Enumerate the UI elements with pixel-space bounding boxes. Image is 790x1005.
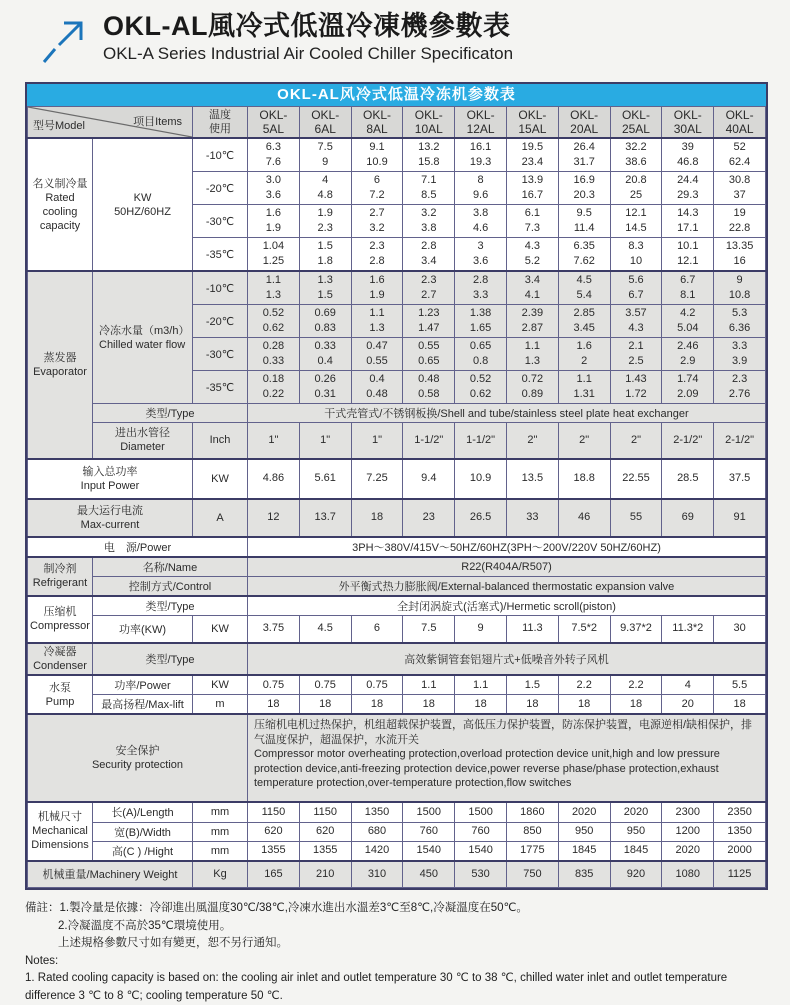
temp-cell: -35℃ (193, 238, 248, 272)
value-cell: 1860 (506, 802, 558, 822)
value-cell: 3.57 4.3 (610, 305, 662, 338)
refrigerant-control-row (28, 576, 766, 596)
value-cell: 55 (610, 499, 662, 537)
compressor-power-label: 功率(KW) (93, 615, 193, 643)
note-line-1: 備註：1.製冷量是依據：冷卻進出風溫度30℃/38℃,冷凍水進出水溫差3℃至8℃,冷凝溫度在50℃。 (25, 902, 528, 914)
value-cell: 39 46.8 (662, 138, 714, 172)
value-cell: 18 (455, 695, 507, 715)
value-cell: 1775 (506, 841, 558, 861)
mechanical-section-label: 机械尺寸 Mechanical Dimensions (28, 802, 93, 861)
value-cell: 2.8 3.4 (403, 238, 455, 272)
width-label: 宽(B)/Width (93, 822, 193, 841)
value-cell: 2" (506, 423, 558, 459)
chilled-water-flow-label: 冷冻水量（m3/h） Chilled water flow (93, 271, 193, 404)
value-cell: 1540 (403, 841, 455, 861)
input-power-unit: KW (193, 459, 248, 499)
temp-cell: -20℃ (193, 172, 248, 205)
value-cell: 1540 (455, 841, 507, 861)
value-cell: 12 (248, 499, 300, 537)
value-cell: 2.2 (558, 675, 610, 695)
value-cell: 24.4 29.3 (662, 172, 714, 205)
value-cell: 760 (403, 822, 455, 841)
rated-unit-label: KW 50HZ/60HZ (93, 138, 193, 271)
page-subtitle: OKL-A Series Industrial Air Cooled Chiller Specificaton (103, 44, 514, 63)
refrigerant-control-value: 外平衡式热力膨胀阀/External-balanced thermostatic expansion valve (248, 576, 766, 596)
value-cell: 2350 (714, 802, 766, 822)
value-cell: OKL- 5AL (248, 107, 300, 139)
value-cell: 4.86 (248, 459, 300, 499)
value-cell: 1.04 1.25 (248, 238, 300, 272)
temp-cell: -20℃ (193, 305, 248, 338)
value-cell: 1-1/2" (403, 423, 455, 459)
value-cell: 46 (558, 499, 610, 537)
temp-usage-header: 温度 使用 (193, 107, 248, 139)
value-cell: 165 (248, 861, 300, 888)
value-cell: 11.3 (506, 615, 558, 643)
value-cell: 0.75 (351, 675, 403, 695)
value-cell: 1355 (248, 841, 300, 861)
compressor-section-label: 压缩机 Compressor (28, 596, 93, 644)
temp-cell: -10℃ (193, 138, 248, 172)
corner-cell (28, 107, 193, 139)
value-cell: 2020 (558, 802, 610, 822)
value-cell: 13.35 16 (714, 238, 766, 272)
value-cell: 4 (662, 675, 714, 695)
value-cell: 450 (403, 861, 455, 888)
value-cell: 10.9 (455, 459, 507, 499)
value-cell: 2" (610, 423, 662, 459)
value-cell: 1845 (610, 841, 662, 861)
value-cell: 20 (662, 695, 714, 715)
corner-model-label: 型号Model (33, 120, 85, 132)
value-cell: 2020 (610, 802, 662, 822)
page-title: OKL-AL風冷式低溫冷凍機參數表 (103, 11, 511, 41)
value-cell: 9.1 10.9 (351, 138, 403, 172)
note-line-2: 2.冷凝溫度不高於35℃環境使用。 (58, 919, 232, 932)
value-cell: 1.6 1.9 (351, 271, 403, 305)
value-cell: 0.75 (248, 675, 300, 695)
value-cell: 3.8 4.6 (455, 205, 507, 238)
value-cell: 0.47 0.55 (351, 338, 403, 371)
temp-cell: -30℃ (193, 205, 248, 238)
value-cell: 1" (248, 423, 300, 459)
refrigerant-section-label: 制冷剂 Refrigerant (28, 557, 93, 596)
value-cell: 0.55 0.65 (403, 338, 455, 371)
value-cell: 1845 (558, 841, 610, 861)
value-cell: 2.3 2.76 (714, 371, 766, 404)
value-cell: 850 (506, 822, 558, 841)
value-cell: 2-1/2" (714, 423, 766, 459)
value-cell: 760 (455, 822, 507, 841)
value-cell: 0.69 0.83 (299, 305, 351, 338)
value-cell: 0.26 0.31 (299, 371, 351, 404)
value-cell: 28.5 (662, 459, 714, 499)
value-cell: 2-1/2" (662, 423, 714, 459)
corner-items-label: 项目Items (133, 116, 182, 128)
value-cell: 13.7 (299, 499, 351, 537)
value-cell: 12.1 14.5 (610, 205, 662, 238)
pump-lift-unit: m (193, 695, 248, 715)
value-cell: 13.2 15.8 (403, 138, 455, 172)
value-cell: 2" (558, 423, 610, 459)
value-cell: 1.3 1.5 (299, 271, 351, 305)
max-current-row (28, 499, 766, 537)
temp-cell: -35℃ (193, 371, 248, 404)
value-cell: 5.3 6.36 (714, 305, 766, 338)
value-cell: 18 (299, 695, 351, 715)
condenser-row (28, 643, 766, 675)
value-cell: 2.3 2.8 (351, 238, 403, 272)
value-cell: 4.5 (299, 615, 351, 643)
value-cell: 1.9 2.3 (299, 205, 351, 238)
value-cell: 2.2 (610, 675, 662, 695)
value-cell: 2.7 3.2 (351, 205, 403, 238)
value-cell: 310 (351, 861, 403, 888)
notes-label: Notes: (25, 954, 59, 967)
security-text (248, 714, 766, 802)
value-cell: 9.37*2 (610, 615, 662, 643)
condenser-type-value: 高效紫铜管套铝翅片式+低噪音外转子风机 (248, 643, 766, 675)
power-value: 3PH～380V/415V～50HZ/60HZ(3PH～200V/220V 50HZ/60HZ) (248, 537, 766, 557)
height-unit: mm (193, 841, 248, 861)
value-cell: 6.7 8.1 (662, 271, 714, 305)
weight-row (28, 861, 766, 888)
value-cell: 18 (403, 695, 455, 715)
weight-label: 机械重量/Machinery Weight (28, 861, 193, 888)
value-cell: 1.1 1.3 (351, 305, 403, 338)
arrow-up-right-icon (36, 12, 92, 68)
note-line-en: 1. Rated cooling capacity is based on: the cooling air inlet and outlet temperature 30 ℃ to 38 ℃, chilled water inlet and outlet temperature difference 3 ℃ to 8 ℃; cooling temperature 50 ℃. (25, 972, 728, 1002)
value-cell: 32.2 38.6 (610, 138, 662, 172)
pump-power-unit: KW (193, 675, 248, 695)
pump-power-row (28, 675, 766, 695)
value-cell: 4.2 5.04 (662, 305, 714, 338)
value-cell: 3 3.6 (455, 238, 507, 272)
value-cell: 26.4 31.7 (558, 138, 610, 172)
value-cell: OKL- 8AL (351, 107, 403, 139)
value-cell: OKL- 6AL (299, 107, 351, 139)
value-cell: 8 9.6 (455, 172, 507, 205)
mech-length-row (28, 802, 766, 822)
power-row (28, 537, 766, 557)
value-cell: 9 10.8 (714, 271, 766, 305)
value-cell: 920 (610, 861, 662, 888)
value-cell: 1500 (403, 802, 455, 822)
value-cell: 2000 (714, 841, 766, 861)
value-cell: 1350 (351, 802, 403, 822)
evap-type-value: 干式壳管式/不锈钢板换/Shell and tube/stainless steel plate heat exchanger (248, 404, 766, 423)
value-cell: 3.2 3.8 (403, 205, 455, 238)
width-unit: mm (193, 822, 248, 841)
value-cell: 1.38 1.65 (455, 305, 507, 338)
value-cell: 2.46 2.9 (662, 338, 714, 371)
value-cell: 18 (506, 695, 558, 715)
value-cell: 18 (558, 695, 610, 715)
pump-lift-row (28, 695, 766, 715)
evap-row--10 (28, 271, 766, 305)
value-cell: 22.55 (610, 459, 662, 499)
value-cell: 14.3 17.1 (662, 205, 714, 238)
value-cell: 1150 (248, 802, 300, 822)
page-header (0, 0, 790, 82)
value-cell: 1.1 1.3 (248, 271, 300, 305)
value-cell: 8.3 10 (610, 238, 662, 272)
refrigerant-name-row (28, 557, 766, 577)
weight-unit: Kg (193, 861, 248, 888)
value-cell: 7.5 9 (299, 138, 351, 172)
value-cell: 530 (455, 861, 507, 888)
value-cell: OKL- 10AL (403, 107, 455, 139)
value-cell: 69 (662, 499, 714, 537)
value-cell: 1.74 2.09 (662, 371, 714, 404)
value-cell: 6.3 7.6 (248, 138, 300, 172)
condenser-section-label: 冷凝器 Condenser (28, 643, 93, 675)
value-cell: 6 7.2 (351, 172, 403, 205)
temp-cell: -10℃ (193, 271, 248, 305)
compressor-power-unit: KW (193, 615, 248, 643)
value-cell: 7.25 (351, 459, 403, 499)
value-cell: 620 (248, 822, 300, 841)
value-cell: 1.23 1.47 (403, 305, 455, 338)
value-cell: 0.75 (299, 675, 351, 695)
value-cell: 210 (299, 861, 351, 888)
value-cell: 1-1/2" (455, 423, 507, 459)
value-cell: 750 (506, 861, 558, 888)
max-current-unit: A (193, 499, 248, 537)
value-cell: 6.35 7.62 (558, 238, 610, 272)
input-power-label: 输入总功率 Input Power (28, 459, 193, 499)
compressor-type-row (28, 596, 766, 616)
value-cell: 0.52 0.62 (248, 305, 300, 338)
value-cell: 23 (403, 499, 455, 537)
max-current-label: 最大运行电流 Max-current (28, 499, 193, 537)
diameter-unit: Inch (193, 423, 248, 459)
value-cell: 16.1 19.3 (455, 138, 507, 172)
value-cell: 37.5 (714, 459, 766, 499)
compressor-power-row (28, 615, 766, 643)
value-cell: 1420 (351, 841, 403, 861)
value-cell: 1.1 (455, 675, 507, 695)
value-cell: 19.5 23.4 (506, 138, 558, 172)
value-cell: 2.85 3.45 (558, 305, 610, 338)
value-cell: 1.6 2 (558, 338, 610, 371)
value-cell: 3.3 3.9 (714, 338, 766, 371)
value-cell: 1" (351, 423, 403, 459)
evap-type-label: 类型/Type (93, 404, 248, 423)
value-cell: 3.75 (248, 615, 300, 643)
value-cell: 13.5 (506, 459, 558, 499)
value-cell: 6.1 7.3 (506, 205, 558, 238)
value-cell: 1200 (662, 822, 714, 841)
value-cell: 20.8 25 (610, 172, 662, 205)
value-cell: 680 (351, 822, 403, 841)
security-text-en: Compressor motor overheating protection,overload protection device unit,high and low pressure protection device,anti-freezing protection device,power reverse phase/phase protection,exhaust temperature protection,over-temperature protection,flow switches (254, 748, 720, 789)
value-cell: 2.3 2.7 (403, 271, 455, 305)
diameter-label: 进出水管径 Diameter (93, 423, 193, 459)
value-cell: 1500 (455, 802, 507, 822)
value-cell: 18 (714, 695, 766, 715)
value-cell: 835 (558, 861, 610, 888)
value-cell: 2.1 2.5 (610, 338, 662, 371)
refrigerant-name-label: 名称/Name (93, 557, 248, 577)
evaporator-section-label: 蒸发器 Evaporator (28, 271, 93, 459)
value-cell: 18 (351, 499, 403, 537)
compressor-type-label: 类型/Type (93, 596, 248, 616)
value-cell: 0.18 0.22 (248, 371, 300, 404)
value-cell: 33 (506, 499, 558, 537)
value-cell: 0.28 0.33 (248, 338, 300, 371)
value-cell: OKL- 25AL (610, 107, 662, 139)
value-cell: 13.9 16.7 (506, 172, 558, 205)
mech-height-row (28, 841, 766, 861)
value-cell: OKL- 15AL (506, 107, 558, 139)
value-cell: 18.8 (558, 459, 610, 499)
length-label: 长(A)/Length (93, 802, 193, 822)
security-text-zh: 压缩机电机过热保护，机组超载保护装置，高低压力保护装置，防冻保护装置，电源逆相/缺相保护，排气温度保护，超温保护，水流开关 (254, 719, 753, 746)
pump-power-label: 功率/Power (93, 675, 193, 695)
footer-notes (25, 900, 770, 1005)
value-cell: 30.8 37 (714, 172, 766, 205)
value-cell: 0.33 0.4 (299, 338, 351, 371)
value-cell: 1.1 (403, 675, 455, 695)
value-cell: 0.65 0.8 (455, 338, 507, 371)
value-cell: 1.43 1.72 (610, 371, 662, 404)
input-power-row (28, 459, 766, 499)
value-cell: 52 62.4 (714, 138, 766, 172)
value-cell: 1.5 1.8 (299, 238, 351, 272)
value-cell: 5.5 (714, 675, 766, 695)
pump-section-label: 水泵 Pump (28, 675, 93, 714)
value-cell: 9.4 (403, 459, 455, 499)
value-cell: 1125 (714, 861, 766, 888)
value-cell: 1355 (299, 841, 351, 861)
value-cell: 2020 (662, 841, 714, 861)
table-header-row (28, 107, 766, 139)
value-cell: 0.48 0.58 (403, 371, 455, 404)
value-cell: 1150 (299, 802, 351, 822)
value-cell: 0.52 0.62 (455, 371, 507, 404)
value-cell: 26.5 (455, 499, 507, 537)
compressor-type-value: 全封闭涡旋式(活塞式)/Hermetic scroll(piston) (248, 596, 766, 616)
value-cell: 1.5 (506, 675, 558, 695)
value-cell: 7.5 (403, 615, 455, 643)
value-cell: 2300 (662, 802, 714, 822)
value-cell: 1" (299, 423, 351, 459)
value-cell: 2.39 2.87 (506, 305, 558, 338)
value-cell: 3.4 4.1 (506, 271, 558, 305)
rated-section-label: 名义制冷量 Rated cooling capacity (28, 138, 93, 271)
value-cell: 30 (714, 615, 766, 643)
value-cell: OKL- 12AL (455, 107, 507, 139)
value-cell: OKL- 20AL (558, 107, 610, 139)
rated-row--10 (28, 138, 766, 172)
value-cell: 7.1 8.5 (403, 172, 455, 205)
length-unit: mm (193, 802, 248, 822)
value-cell: OKL- 30AL (662, 107, 714, 139)
power-label: 电 源/Power (28, 537, 248, 557)
value-cell: 9 (455, 615, 507, 643)
value-cell: 6 (351, 615, 403, 643)
value-cell: 3.0 3.6 (248, 172, 300, 205)
value-cell: 1.1 1.3 (506, 338, 558, 371)
table-title-bar: OKL-AL风冷式低温冷冻机参数表 (27, 84, 766, 106)
refrigerant-control-label: 控制方式/Control (93, 576, 248, 596)
pump-lift-label: 最高扬程/Max-lift (93, 695, 193, 715)
value-cell: 16.9 20.3 (558, 172, 610, 205)
value-cell: 18 (610, 695, 662, 715)
refrigerant-name-value: R22(R404A/R507) (248, 557, 766, 577)
value-cell: 4 4.8 (299, 172, 351, 205)
value-cell: 19 22.8 (714, 205, 766, 238)
security-section-label: 安全保护 Security protection (28, 714, 248, 802)
evap-type-row (28, 404, 766, 423)
value-cell: 5.6 6.7 (610, 271, 662, 305)
condenser-type-label: 类型/Type (93, 643, 248, 675)
mech-width-row (28, 822, 766, 841)
value-cell: 950 (558, 822, 610, 841)
value-cell: 2.8 3.3 (455, 271, 507, 305)
value-cell: 11.3*2 (662, 615, 714, 643)
value-cell: 1350 (714, 822, 766, 841)
spec-table (25, 82, 768, 890)
value-cell: 0.72 0.89 (506, 371, 558, 404)
temp-cell: -30℃ (193, 338, 248, 371)
height-label: 高(C ) /Hight (93, 841, 193, 861)
value-cell: 1.1 1.31 (558, 371, 610, 404)
value-cell: 4.3 5.2 (506, 238, 558, 272)
value-cell: 1080 (662, 861, 714, 888)
value-cell: 91 (714, 499, 766, 537)
value-cell: 5.61 (299, 459, 351, 499)
value-cell: 9.5 11.4 (558, 205, 610, 238)
value-cell: 4.5 5.4 (558, 271, 610, 305)
security-row (28, 714, 766, 802)
value-cell: 10.1 12.1 (662, 238, 714, 272)
value-cell: 0.4 0.48 (351, 371, 403, 404)
evap-diameter-row (28, 423, 766, 459)
value-cell: 7.5*2 (558, 615, 610, 643)
value-cell: 620 (299, 822, 351, 841)
note-line-3: 上述規格參數尺寸如有變更，恕不另行通知。 (58, 937, 288, 949)
value-cell: OKL- 40AL (714, 107, 766, 139)
value-cell: 18 (351, 695, 403, 715)
value-cell: 950 (610, 822, 662, 841)
value-cell: 1.6 1.9 (248, 205, 300, 238)
value-cell: 18 (248, 695, 300, 715)
